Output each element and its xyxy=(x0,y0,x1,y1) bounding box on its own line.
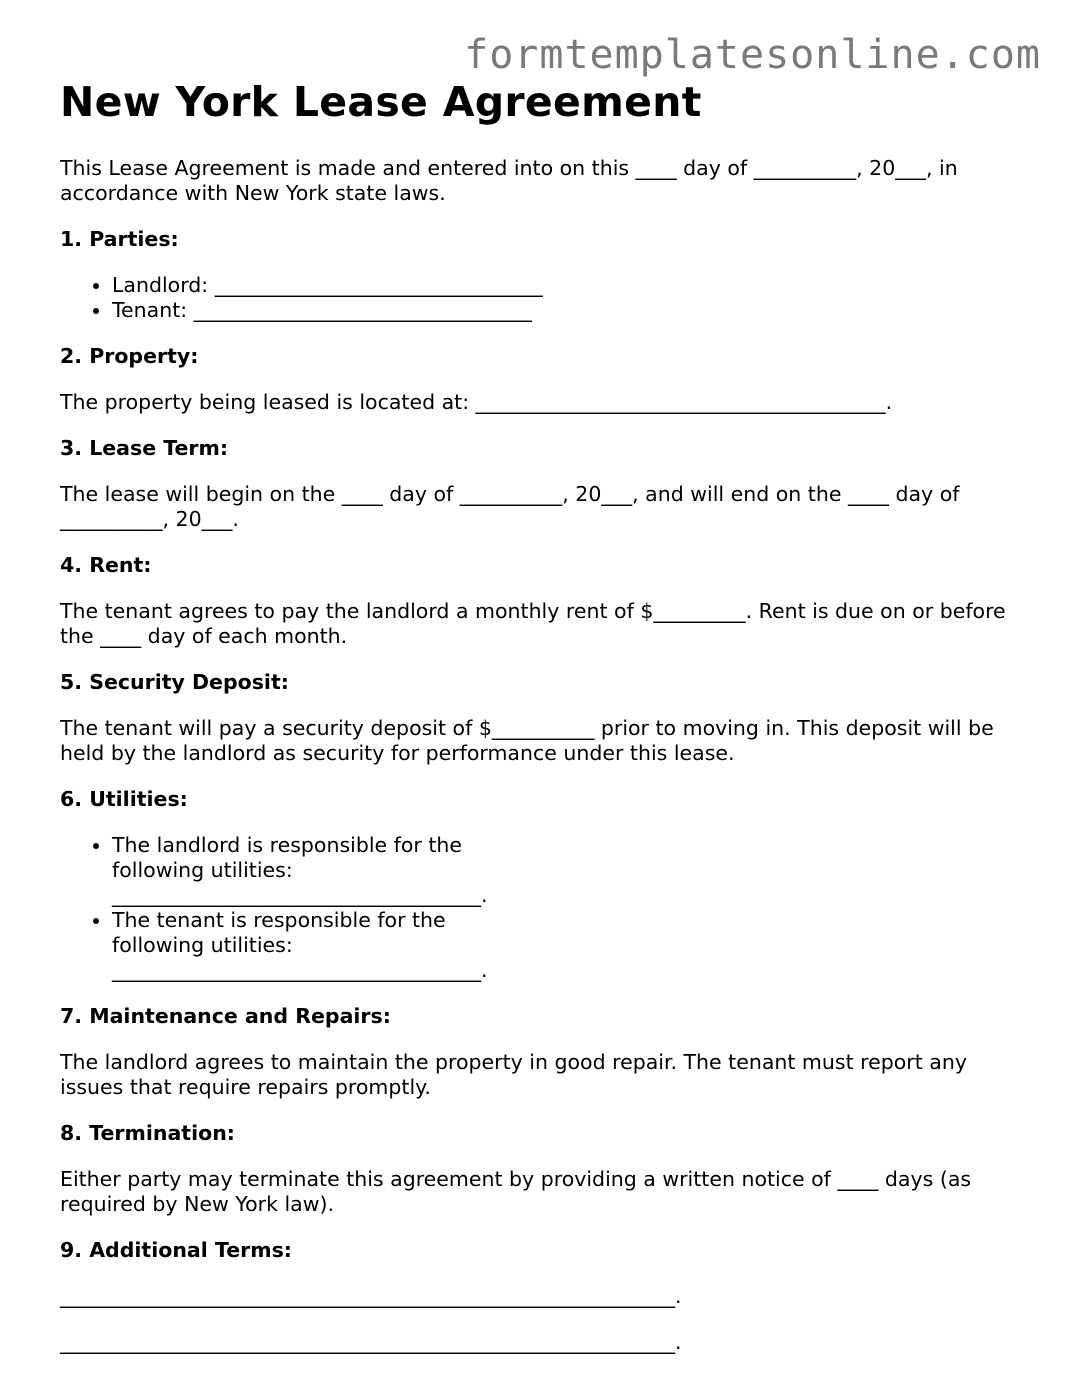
lease-term-text: The lease will begin on the ____ day of __________, 20___, and will end on the ____ day of __________, 20___. xyxy=(60,482,960,531)
page-title: New York Lease Agreement xyxy=(60,78,702,126)
additional-terms-line-2: ____________________________________________________________. xyxy=(60,1330,682,1354)
additional-terms-line-1: ____________________________________________________________. xyxy=(60,1284,682,1308)
property-text: The property being leased is located at: ________________________________________. xyxy=(60,390,893,414)
list-item-tenant-utilities: • The tenant is responsible for the following utilities: ____________________________________. xyxy=(112,908,480,983)
rent-text: The tenant agrees to pay the landlord a monthly rent of $_________. Rent is due on or before the ____ day of each month. xyxy=(60,599,1006,648)
section-heading-additional-terms: 9. Additional Terms: xyxy=(60,1238,292,1262)
section-heading-security-deposit: 5. Security Deposit: xyxy=(60,670,289,694)
termination-text: Either party may terminate this agreement by providing a written notice of ____ days (as required by New York law). xyxy=(60,1167,972,1216)
section-heading-lease-term: 3. Lease Term: xyxy=(60,436,229,460)
section-heading-property: 2. Property: xyxy=(60,344,199,368)
parties-list xyxy=(60,273,1020,323)
maintenance-text: The landlord agrees to maintain the property in good repair. The tenant must report any issues that require repairs promptly. xyxy=(60,1050,967,1099)
watermark: formtemplatesonline.com xyxy=(464,32,1041,78)
security-deposit-text: The tenant will pay a security deposit of $__________ prior to moving in. This deposit will be held by the landlord as security for performance under this lease. xyxy=(60,716,994,765)
section-heading-termination: 8. Termination: xyxy=(60,1121,235,1145)
utilities-list xyxy=(60,833,1020,983)
list-item-landlord-utilities: • The landlord is responsible for the following utilities: ____________________________________. xyxy=(112,833,480,908)
list-item-landlord: • Landlord: ________________________________ xyxy=(112,273,1020,298)
section-heading-rent: 4. Rent: xyxy=(60,553,152,577)
list-item-tenant: • Tenant: _________________________________ xyxy=(112,298,1020,323)
section-heading-parties: 1. Parties: xyxy=(60,227,179,251)
document xyxy=(60,76,1020,1376)
section-heading-maintenance: 7. Maintenance and Repairs: xyxy=(60,1004,391,1028)
intro-paragraph: This Lease Agreement is made and entered into on this ____ day of __________, 20___, in accordance with New York state laws. xyxy=(60,156,958,205)
section-heading-utilities: 6. Utilities: xyxy=(60,787,188,811)
